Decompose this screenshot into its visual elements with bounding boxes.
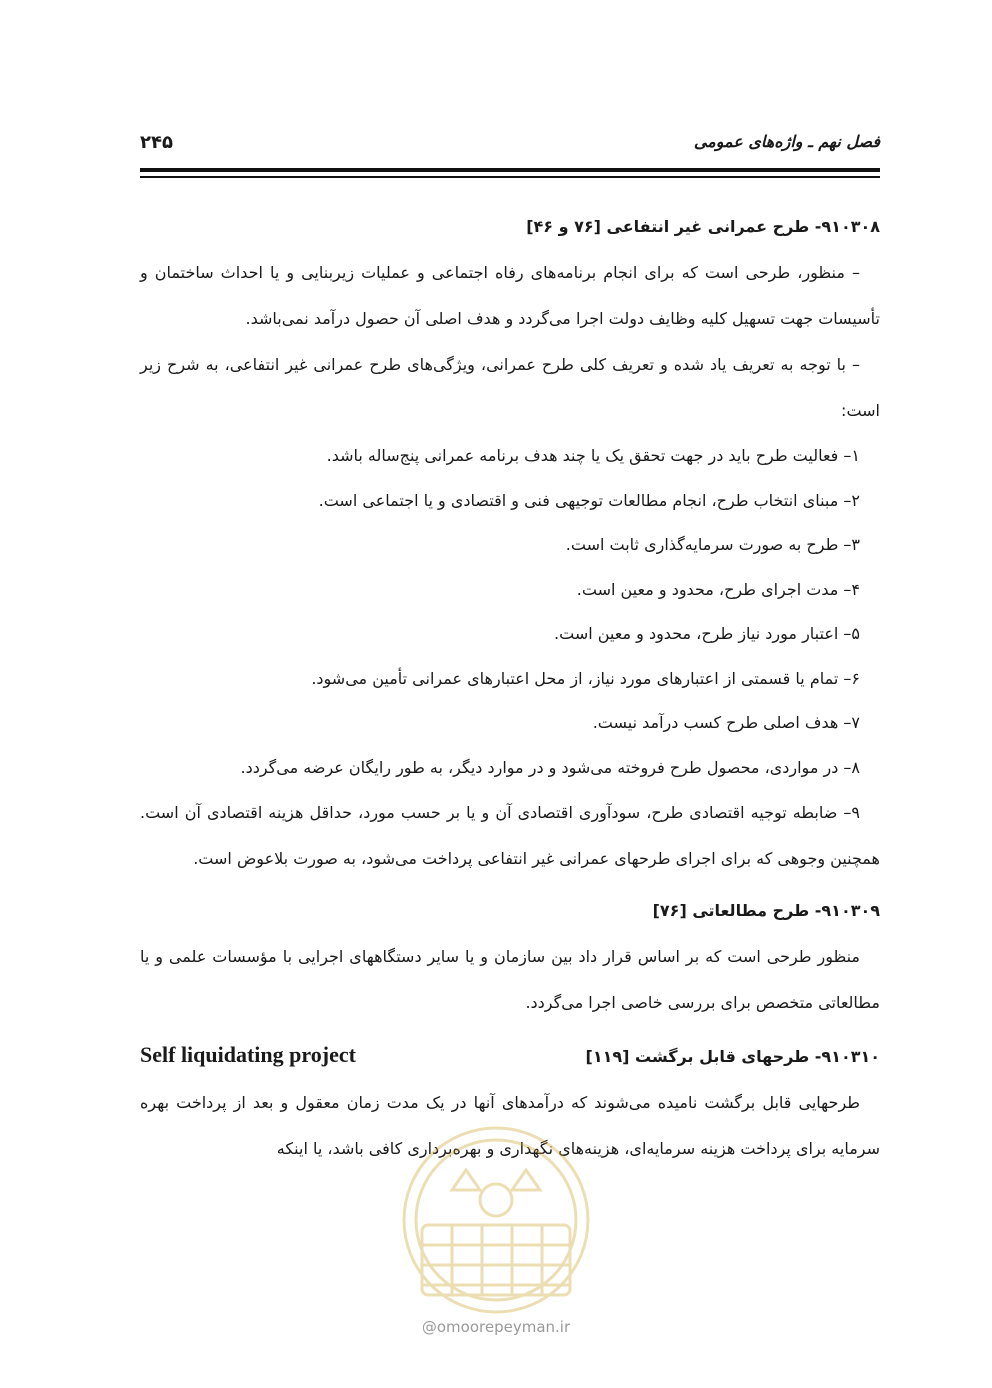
page-body xyxy=(140,204,880,1172)
list-item: ۵– اعتبار مورد نیاز طرح، محدود و معین است. xyxy=(554,624,860,643)
section-910308 xyxy=(140,204,880,882)
header-rule-thin xyxy=(140,176,880,178)
page-number: ۲۴۵ xyxy=(140,132,173,153)
paragraph: طرحهایی قابل برگشت نامیده می‌شوند که درآمدهای آنها در یک مدت زمان معقول و بعد از پرداخت بهره سرمایه برای پرداخت هزینه سرمایه‌ای، هزینه‌های نگهداری و بهره‌برداری کافی باشد، یا اینکه xyxy=(140,1093,880,1158)
header-rule-thick xyxy=(140,168,880,172)
list-item: ۷– هدف اصلی طرح کسب درآمد نیست. xyxy=(592,713,860,732)
paragraph: – منظور، طرحی است که برای انجام برنامه‌های رفاه اجتماعی و عملیات زیربنایی و یا احداث ساختمان و تأسیسات جهت تسهیل کلیه وظایف دولت اجرا می‌گردد و هدف اصلی آن حصول درآمد نمی‌باشد. xyxy=(140,263,880,328)
list-item: ۳– طرح به صورت سرمایه‌گذاری ثابت است. xyxy=(565,535,860,554)
paragraph: ۹– ضابطه توجیه اقتصادی طرح، سودآوری اقتصادی آن و یا بر حسب مورد، حداقل هزینه اقتصادی آن است. همچنین وجوهی که برای اجرای طرحهای عمرانی غیر انتفاعی پرداخت می‌شود، به صورت بلاعوض است. xyxy=(140,803,880,868)
list-item: ۶– تمام یا قسمتی از اعتبارهای مورد نیاز، از محل اعتبارهای عمرانی تأمین می‌شود. xyxy=(311,668,860,688)
english-term: Self liquidating project xyxy=(140,1042,356,1067)
list-item: ۸– در مواردی، محصول طرح فروخته می‌شود و در موارد دیگر، به طور رایگان عرضه می‌گردد. xyxy=(240,757,860,777)
section-910309 xyxy=(140,888,880,1026)
paragraph: – با توجه به تعریف یاد شده و تعریف کلی طرح عمرانی، ویژگی‌های طرح عمرانی غیر انتفاعی، به شرح زیر است: xyxy=(140,355,880,420)
list-item: ۱– فعالیت طرح باید در جهت تحقق یک یا چند هدف برنامه عمرانی پنج‌ساله باشد. xyxy=(326,446,860,465)
chapter-title: فصل نهم ـ واژه‌های عمومی xyxy=(693,132,880,151)
section-title: ۹۱۰۳۰۸- طرح عمرانی غیر انتفاعی [۷۶ و ۴۶] xyxy=(526,217,880,236)
list-item: ۴– مدت اجرای طرح، محدود و معین است. xyxy=(576,579,860,599)
section-910310 xyxy=(140,1032,880,1172)
section-title: ۹۱۰۳۰۹- طرح مطالعاتی [۷۶] xyxy=(652,901,880,920)
criteria-list xyxy=(140,434,880,790)
list-item: ۲– مبنای انتخاب طرح، انجام مطالعات توجیهی فنی و اقتصادی و یا اجتماعی است. xyxy=(318,490,860,510)
watermark-url: @omoorepeyman.ir xyxy=(421,1318,571,1336)
section-title: ۹۱۰۳۱۰- طرحهای قابل برگشت [۱۱۹] xyxy=(585,1047,880,1066)
paragraph: منظور طرحی است که بر اساس قرار داد بین سازمان و یا سایر دستگاههای اجرایی با مؤسسات علمی و یا مطالعاتی متخصص برای بررسی خاصی اجرا می‌گردد. xyxy=(140,947,880,1012)
